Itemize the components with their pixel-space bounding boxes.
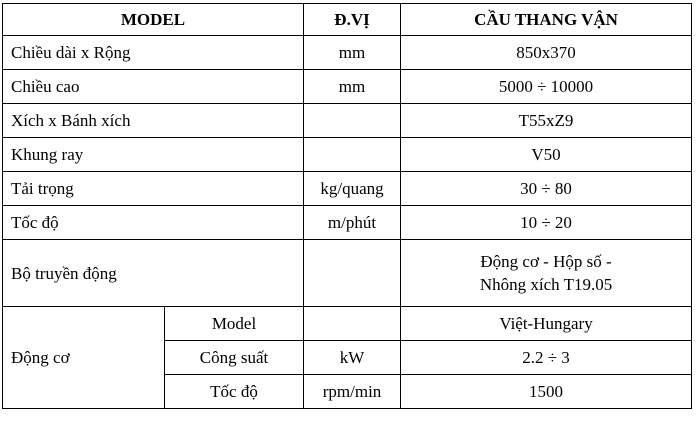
row-label: Bộ truyền động (3, 240, 304, 307)
row-value-line: Nhông xích T19.05 (479, 275, 613, 294)
header-unit: Đ.VỊ (304, 4, 401, 36)
row-label: Khung ray (3, 138, 304, 172)
row-label: Tốc độ (3, 206, 304, 240)
table-row (3, 138, 692, 172)
row-value: 5000 ÷ 10000 (401, 70, 692, 104)
row-unit: m/phút (304, 206, 401, 240)
row-label: Tải trọng (3, 172, 304, 206)
sub-row-value: 1500 (401, 375, 692, 409)
row-value: 30 ÷ 80 (401, 172, 692, 206)
row-label: Chiều cao (3, 70, 304, 104)
sub-row-label: Công suất (165, 341, 304, 375)
sub-row-value: 2.2 ÷ 3 (401, 341, 692, 375)
row-label: Xích x Bánh xích (3, 104, 304, 138)
spec-table (2, 3, 692, 409)
sub-row-label: Model (165, 307, 304, 341)
row-label: Chiều dài x Rộng (3, 36, 304, 70)
sub-row-label: Tốc độ (165, 375, 304, 409)
row-value: 850x370 (401, 36, 692, 70)
sub-row-unit: kW (304, 341, 401, 375)
table-row (3, 240, 692, 307)
table-header-row (3, 4, 692, 36)
table-row (3, 206, 692, 240)
row-unit: kg/quang (304, 172, 401, 206)
header-product: CẦU THANG VẬN (401, 4, 692, 36)
table-row (3, 104, 692, 138)
row-value (401, 240, 692, 307)
row-unit (304, 104, 401, 138)
row-unit (304, 240, 401, 307)
row-unit (304, 138, 401, 172)
sub-row-unit: rpm/min (304, 375, 401, 409)
table-row (3, 172, 692, 206)
table-row (3, 307, 692, 341)
row-value: V50 (401, 138, 692, 172)
row-unit: mm (304, 70, 401, 104)
motor-group-label: Động cơ (3, 307, 165, 409)
table-row (3, 70, 692, 104)
sub-row-value: Việt-Hungary (401, 307, 692, 341)
row-value-line: Động cơ - Hộp số - (480, 252, 612, 271)
table-row (3, 36, 692, 70)
row-value: T55xZ9 (401, 104, 692, 138)
row-value: 10 ÷ 20 (401, 206, 692, 240)
header-model: MODEL (3, 4, 304, 36)
row-unit: mm (304, 36, 401, 70)
sub-row-unit (304, 307, 401, 341)
